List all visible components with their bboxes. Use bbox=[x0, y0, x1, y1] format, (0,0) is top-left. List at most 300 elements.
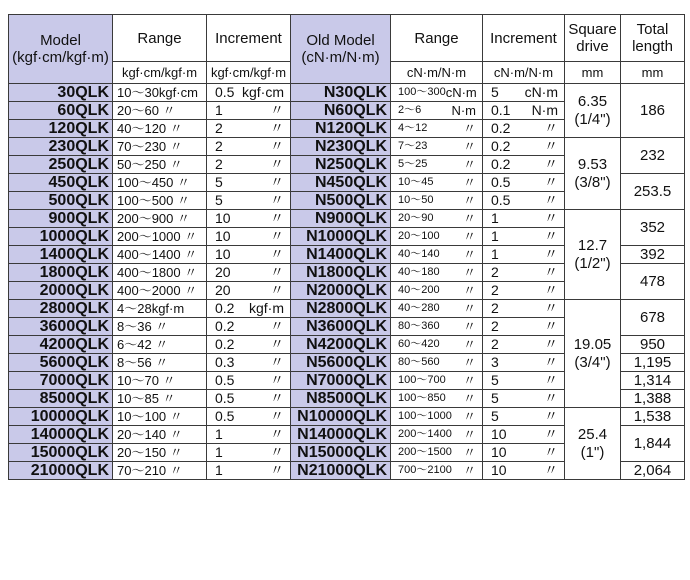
old-increment-cell bbox=[483, 282, 565, 300]
spec-table-body bbox=[9, 84, 685, 480]
square-drive-cell bbox=[565, 408, 621, 480]
old-increment-unit: N·m bbox=[531, 102, 558, 118]
old-increment-cell bbox=[483, 354, 565, 372]
model-cell: 1400QLK bbox=[9, 246, 113, 264]
old-increment-value: 2 bbox=[491, 300, 499, 316]
old-range-cell bbox=[391, 336, 483, 354]
total-length-cell: 186 bbox=[621, 84, 685, 138]
old-model-cell: N8500QLK bbox=[291, 390, 391, 408]
old-increment-unit: 〃 bbox=[544, 408, 558, 424]
table-row bbox=[9, 84, 685, 102]
old-range-cell bbox=[391, 228, 483, 246]
range-cell: 20～150 〃 bbox=[113, 444, 207, 462]
range-cell: 70～230 〃 bbox=[113, 138, 207, 156]
old-range-value: 200～1500 bbox=[398, 446, 452, 458]
increment-cell bbox=[207, 192, 291, 210]
old-range-unit: 〃 bbox=[462, 319, 476, 334]
old-increment-cell bbox=[483, 246, 565, 264]
old-model-cell: N15000QLK bbox=[291, 444, 391, 462]
increment-cell bbox=[207, 282, 291, 300]
old-range-cell bbox=[391, 102, 483, 120]
old-increment-value: 2 bbox=[491, 282, 499, 298]
old-range-unit: 〃 bbox=[462, 355, 476, 370]
old-range-cell bbox=[391, 372, 483, 390]
increment-cell bbox=[207, 300, 291, 318]
range-cell: 8～56 〃 bbox=[113, 354, 207, 372]
old-increment-value: 5 bbox=[491, 372, 499, 388]
old-range-value: 40～140 bbox=[398, 248, 440, 260]
increment-cell bbox=[207, 174, 291, 192]
range-cell: 400～1400 〃 bbox=[113, 246, 207, 264]
increment-value: 5 bbox=[215, 174, 223, 190]
increment-unit: kgf·m bbox=[249, 300, 284, 316]
old-model-cell: N120QLK bbox=[291, 120, 391, 138]
old-range-cell bbox=[391, 264, 483, 282]
square-drive-cell bbox=[565, 210, 621, 300]
spec-table-container bbox=[8, 14, 684, 480]
square-drive-cell bbox=[565, 300, 621, 408]
increment-unit: 〃 bbox=[270, 210, 284, 226]
old-increment-value: 1 bbox=[491, 210, 499, 226]
old-model-cell: N900QLK bbox=[291, 210, 391, 228]
old-range-unit: cN·m bbox=[445, 85, 477, 100]
old-range-cell bbox=[391, 444, 483, 462]
increment-value: 10 bbox=[215, 246, 231, 262]
old-model-cell: N21000QLK bbox=[291, 462, 391, 480]
old-range-unit: 〃 bbox=[462, 463, 476, 478]
old-increment-unit: 〃 bbox=[544, 192, 558, 208]
old-range-value: 20～90 bbox=[398, 212, 434, 224]
increment-cell bbox=[207, 372, 291, 390]
square-drive-value: 19.05 (3/4") bbox=[573, 335, 612, 371]
model-cell: 3600QLK bbox=[9, 318, 113, 336]
increment-value: 1 bbox=[215, 462, 223, 478]
old-model-cell: N4200QLK bbox=[291, 336, 391, 354]
increment-unit: 〃 bbox=[270, 444, 284, 460]
range-cell: 400～1800 〃 bbox=[113, 264, 207, 282]
old-model-cell: N450QLK bbox=[291, 174, 391, 192]
model-cell: 900QLK bbox=[9, 210, 113, 228]
header-old-range-unit: cN·m/N·m bbox=[391, 62, 483, 84]
square-drive-cell bbox=[565, 138, 621, 210]
model-cell: 1800QLK bbox=[9, 264, 113, 282]
increment-value: 0.3 bbox=[215, 354, 235, 370]
old-increment-cell bbox=[483, 156, 565, 174]
old-range-cell bbox=[391, 408, 483, 426]
old-increment-value: 1 bbox=[491, 228, 499, 244]
old-range-cell bbox=[391, 426, 483, 444]
increment-cell bbox=[207, 264, 291, 282]
total-length-cell: 352 bbox=[621, 210, 685, 246]
old-increment-unit: 〃 bbox=[544, 156, 558, 172]
model-cell: 7000QLK bbox=[9, 372, 113, 390]
increment-value: 2 bbox=[215, 156, 223, 172]
increment-value: 0.2 bbox=[215, 300, 235, 316]
range-cell: 40～120 〃 bbox=[113, 120, 207, 138]
old-range-value: 60～420 bbox=[398, 338, 440, 350]
old-increment-unit: 〃 bbox=[544, 282, 558, 298]
old-range-unit: 〃 bbox=[462, 265, 476, 280]
total-length-cell: 392 bbox=[621, 246, 685, 264]
old-increment-unit: 〃 bbox=[544, 462, 558, 478]
old-model-cell: N1400QLK bbox=[291, 246, 391, 264]
old-increment-unit: 〃 bbox=[544, 246, 558, 262]
range-cell: 6～42 〃 bbox=[113, 336, 207, 354]
old-range-unit: 〃 bbox=[462, 139, 476, 154]
old-range-cell bbox=[391, 192, 483, 210]
increment-unit: 〃 bbox=[270, 408, 284, 424]
old-range-value: 5～25 bbox=[398, 158, 428, 170]
increment-unit: 〃 bbox=[270, 372, 284, 388]
old-range-value: 7～23 bbox=[398, 140, 428, 152]
model-cell: 4200QLK bbox=[9, 336, 113, 354]
increment-cell bbox=[207, 138, 291, 156]
increment-unit: 〃 bbox=[270, 462, 284, 478]
old-range-value: 100～300 bbox=[398, 86, 446, 98]
old-range-unit: 〃 bbox=[462, 247, 476, 262]
range-cell: 70～210 〃 bbox=[113, 462, 207, 480]
old-range-cell bbox=[391, 84, 483, 102]
old-increment-unit: 〃 bbox=[544, 390, 558, 406]
old-range-unit: 〃 bbox=[462, 211, 476, 226]
increment-cell bbox=[207, 318, 291, 336]
total-length-cell: 478 bbox=[621, 264, 685, 300]
total-length-cell: 1,314 bbox=[621, 372, 685, 390]
increment-cell bbox=[207, 444, 291, 462]
old-range-cell bbox=[391, 282, 483, 300]
header-old-range: Range bbox=[391, 15, 483, 62]
header-range: Range bbox=[113, 15, 207, 62]
increment-cell bbox=[207, 462, 291, 480]
increment-value: 1 bbox=[215, 444, 223, 460]
increment-unit: 〃 bbox=[270, 102, 284, 118]
old-model-cell: N10000QLK bbox=[291, 408, 391, 426]
header-total-length: Total length bbox=[621, 15, 685, 62]
old-increment-value: 2 bbox=[491, 318, 499, 334]
old-model-cell: N7000QLK bbox=[291, 372, 391, 390]
header-range-unit: kgf·cm/kgf·m bbox=[113, 62, 207, 84]
old-range-unit: 〃 bbox=[462, 373, 476, 388]
total-length-cell: 253.5 bbox=[621, 174, 685, 210]
old-range-cell bbox=[391, 174, 483, 192]
old-increment-cell bbox=[483, 264, 565, 282]
increment-unit: 〃 bbox=[270, 156, 284, 172]
range-cell: 100～450 〃 bbox=[113, 174, 207, 192]
old-range-value: 100～700 bbox=[398, 374, 446, 386]
old-model-cell: N230QLK bbox=[291, 138, 391, 156]
total-length-cell: 232 bbox=[621, 138, 685, 174]
old-increment-cell bbox=[483, 120, 565, 138]
old-increment-value: 0.1 bbox=[491, 102, 511, 118]
model-cell: 2800QLK bbox=[9, 300, 113, 318]
model-cell: 250QLK bbox=[9, 156, 113, 174]
old-increment-cell bbox=[483, 426, 565, 444]
increment-value: 0.5 bbox=[215, 408, 235, 424]
old-increment-cell bbox=[483, 318, 565, 336]
old-range-value: 100～850 bbox=[398, 392, 446, 404]
increment-unit: 〃 bbox=[270, 336, 284, 352]
increment-cell bbox=[207, 120, 291, 138]
old-increment-cell bbox=[483, 444, 565, 462]
old-increment-cell bbox=[483, 462, 565, 480]
old-increment-value: 1 bbox=[491, 246, 499, 262]
model-cell: 2000QLK bbox=[9, 282, 113, 300]
old-increment-value: 2 bbox=[491, 264, 499, 280]
old-range-value: 100～1000 bbox=[398, 410, 452, 422]
header-square-drive: Square drive bbox=[565, 15, 621, 62]
old-range-cell bbox=[391, 318, 483, 336]
old-range-value: 20～100 bbox=[398, 230, 440, 242]
increment-cell bbox=[207, 102, 291, 120]
total-length-cell: 1,538 bbox=[621, 408, 685, 426]
old-range-value: 40～180 bbox=[398, 266, 440, 278]
old-range-unit: 〃 bbox=[462, 157, 476, 172]
range-cell: 10～70 〃 bbox=[113, 372, 207, 390]
torque-wrench-spec-table bbox=[8, 14, 685, 480]
table-row bbox=[9, 408, 685, 426]
increment-value: 1 bbox=[215, 426, 223, 442]
header-old-increment: Increment bbox=[483, 15, 565, 62]
increment-value: 2 bbox=[215, 138, 223, 154]
old-increment-cell bbox=[483, 336, 565, 354]
square-drive-value: 12.7 (1/2") bbox=[574, 236, 611, 272]
old-increment-unit: 〃 bbox=[544, 174, 558, 190]
old-increment-value: 5 bbox=[491, 390, 499, 406]
old-increment-value: 0.2 bbox=[491, 120, 511, 136]
range-cell: 10～85 〃 bbox=[113, 390, 207, 408]
old-range-unit: 〃 bbox=[462, 409, 476, 424]
old-model-cell: N250QLK bbox=[291, 156, 391, 174]
model-cell: 60QLK bbox=[9, 102, 113, 120]
model-cell: 500QLK bbox=[9, 192, 113, 210]
table-row bbox=[9, 210, 685, 228]
increment-value: 20 bbox=[215, 264, 231, 280]
old-increment-cell bbox=[483, 390, 565, 408]
model-cell: 5600QLK bbox=[9, 354, 113, 372]
increment-value: 0.5 bbox=[215, 390, 235, 406]
increment-value: 0.2 bbox=[215, 318, 235, 334]
model-cell: 1000QLK bbox=[9, 228, 113, 246]
old-range-value: 10～50 bbox=[398, 194, 434, 206]
total-length-cell: 678 bbox=[621, 300, 685, 336]
increment-value: 20 bbox=[215, 282, 231, 298]
old-range-unit: 〃 bbox=[462, 283, 476, 298]
increment-unit: 〃 bbox=[270, 120, 284, 136]
old-range-unit: 〃 bbox=[462, 175, 476, 190]
old-range-cell bbox=[391, 354, 483, 372]
range-cell: 100～500 〃 bbox=[113, 192, 207, 210]
old-range-value: 4～12 bbox=[398, 122, 428, 134]
table-row bbox=[9, 300, 685, 318]
old-model-cell: N3600QLK bbox=[291, 318, 391, 336]
old-increment-value: 0.5 bbox=[491, 174, 511, 190]
total-length-cell: 950 bbox=[621, 336, 685, 354]
increment-unit: 〃 bbox=[270, 192, 284, 208]
old-increment-value: 5 bbox=[491, 84, 499, 100]
old-increment-cell bbox=[483, 138, 565, 156]
range-cell: 20～60 〃 bbox=[113, 102, 207, 120]
old-range-value: 10～45 bbox=[398, 176, 434, 188]
old-increment-value: 10 bbox=[491, 462, 507, 478]
increment-value: 0.5 bbox=[215, 84, 235, 100]
increment-unit: 〃 bbox=[270, 174, 284, 190]
increment-cell bbox=[207, 246, 291, 264]
old-range-cell bbox=[391, 210, 483, 228]
old-range-value: 200～1400 bbox=[398, 428, 452, 440]
table-row bbox=[9, 138, 685, 156]
increment-unit: kgf·cm bbox=[242, 84, 284, 100]
model-cell: 15000QLK bbox=[9, 444, 113, 462]
square-drive-cell bbox=[565, 84, 621, 138]
old-increment-value: 10 bbox=[491, 426, 507, 442]
old-increment-unit: 〃 bbox=[544, 210, 558, 226]
old-increment-cell bbox=[483, 102, 565, 120]
old-increment-unit: 〃 bbox=[544, 120, 558, 136]
old-increment-cell bbox=[483, 300, 565, 318]
increment-value: 2 bbox=[215, 120, 223, 136]
square-drive-value: 9.53 (3/8") bbox=[574, 155, 611, 191]
old-increment-unit: 〃 bbox=[544, 372, 558, 388]
increment-cell bbox=[207, 426, 291, 444]
old-increment-unit: 〃 bbox=[544, 354, 558, 370]
old-model-cell: N14000QLK bbox=[291, 426, 391, 444]
range-cell: 200～1000 〃 bbox=[113, 228, 207, 246]
square-drive-value: 6.35 (1/4") bbox=[574, 92, 611, 128]
increment-unit: 〃 bbox=[270, 282, 284, 298]
header-old-increment-unit: cN·m/N·m bbox=[483, 62, 565, 84]
total-length-cell: 1,844 bbox=[621, 426, 685, 462]
old-range-value: 80～560 bbox=[398, 356, 440, 368]
header-increment-unit: kgf·cm/kgf·m bbox=[207, 62, 291, 84]
old-increment-value: 10 bbox=[491, 444, 507, 460]
square-drive-value: 25.4 (1") bbox=[577, 425, 608, 461]
model-cell: 450QLK bbox=[9, 174, 113, 192]
increment-cell bbox=[207, 210, 291, 228]
increment-value: 10 bbox=[215, 210, 231, 226]
increment-cell bbox=[207, 228, 291, 246]
total-length-cell: 2,064 bbox=[621, 462, 685, 480]
increment-value: 10 bbox=[215, 228, 231, 244]
header-model: Model (kgf·cm/kgf·m) bbox=[9, 15, 113, 84]
old-increment-cell bbox=[483, 372, 565, 390]
old-model-cell: N500QLK bbox=[291, 192, 391, 210]
range-cell: 400～2000 〃 bbox=[113, 282, 207, 300]
old-increment-value: 2 bbox=[491, 336, 499, 352]
model-cell: 230QLK bbox=[9, 138, 113, 156]
header-increment: Increment bbox=[207, 15, 291, 62]
range-cell: 10～100 〃 bbox=[113, 408, 207, 426]
increment-unit: 〃 bbox=[270, 264, 284, 280]
increment-cell bbox=[207, 156, 291, 174]
old-range-unit: 〃 bbox=[462, 193, 476, 208]
old-model-cell: N5600QLK bbox=[291, 354, 391, 372]
old-model-cell: N1000QLK bbox=[291, 228, 391, 246]
old-range-unit: 〃 bbox=[462, 301, 476, 316]
increment-unit: 〃 bbox=[270, 246, 284, 262]
header-square-unit: mm bbox=[565, 62, 621, 84]
old-increment-cell bbox=[483, 228, 565, 246]
increment-unit: 〃 bbox=[270, 426, 284, 442]
old-increment-value: 5 bbox=[491, 408, 499, 424]
old-range-cell bbox=[391, 246, 483, 264]
model-cell: 21000QLK bbox=[9, 462, 113, 480]
old-model-cell: N30QLK bbox=[291, 84, 391, 102]
model-cell: 120QLK bbox=[9, 120, 113, 138]
increment-value: 1 bbox=[215, 102, 223, 118]
increment-value: 5 bbox=[215, 192, 223, 208]
old-model-cell: N2800QLK bbox=[291, 300, 391, 318]
old-increment-unit: 〃 bbox=[544, 426, 558, 442]
increment-unit: 〃 bbox=[270, 228, 284, 244]
increment-cell bbox=[207, 336, 291, 354]
old-model-cell: N2000QLK bbox=[291, 282, 391, 300]
increment-cell bbox=[207, 354, 291, 372]
old-increment-unit: 〃 bbox=[544, 318, 558, 334]
total-length-cell: 1,388 bbox=[621, 390, 685, 408]
increment-unit: 〃 bbox=[270, 138, 284, 154]
old-increment-value: 0.5 bbox=[491, 192, 511, 208]
old-range-unit: 〃 bbox=[462, 337, 476, 352]
old-range-cell bbox=[391, 138, 483, 156]
old-range-cell bbox=[391, 156, 483, 174]
range-cell: 50～250 〃 bbox=[113, 156, 207, 174]
range-cell: 200～900 〃 bbox=[113, 210, 207, 228]
increment-value: 0.5 bbox=[215, 372, 235, 388]
old-range-unit: 〃 bbox=[462, 391, 476, 406]
total-length-cell: 1,195 bbox=[621, 354, 685, 372]
old-increment-unit: 〃 bbox=[544, 444, 558, 460]
old-increment-value: 3 bbox=[491, 354, 499, 370]
old-range-value: 40～200 bbox=[398, 284, 440, 296]
old-increment-cell bbox=[483, 84, 565, 102]
old-increment-cell bbox=[483, 192, 565, 210]
old-model-cell: N60QLK bbox=[291, 102, 391, 120]
increment-unit: 〃 bbox=[270, 354, 284, 370]
header-length-unit: mm bbox=[621, 62, 685, 84]
old-range-cell bbox=[391, 462, 483, 480]
old-range-unit: 〃 bbox=[462, 121, 476, 136]
old-range-cell bbox=[391, 300, 483, 318]
old-increment-cell bbox=[483, 210, 565, 228]
model-cell: 8500QLK bbox=[9, 390, 113, 408]
model-cell: 14000QLK bbox=[9, 426, 113, 444]
old-increment-cell bbox=[483, 174, 565, 192]
old-increment-unit: 〃 bbox=[544, 300, 558, 316]
old-increment-unit: cN·m bbox=[524, 84, 558, 100]
range-cell: 20～140 〃 bbox=[113, 426, 207, 444]
increment-cell bbox=[207, 390, 291, 408]
range-cell: 8～36 〃 bbox=[113, 318, 207, 336]
old-increment-cell bbox=[483, 408, 565, 426]
old-increment-unit: 〃 bbox=[544, 228, 558, 244]
increment-cell bbox=[207, 84, 291, 102]
old-increment-unit: 〃 bbox=[544, 138, 558, 154]
old-range-value: 80～360 bbox=[398, 320, 440, 332]
old-increment-value: 0.2 bbox=[491, 138, 511, 154]
old-increment-unit: 〃 bbox=[544, 336, 558, 352]
old-range-value: 700～2100 bbox=[398, 464, 452, 476]
old-range-unit: 〃 bbox=[462, 427, 476, 442]
model-cell: 10000QLK bbox=[9, 408, 113, 426]
increment-cell bbox=[207, 408, 291, 426]
old-increment-unit: 〃 bbox=[544, 264, 558, 280]
old-increment-value: 0.2 bbox=[491, 156, 511, 172]
header-old-model: Old Model (cN·m/N·m) bbox=[291, 15, 391, 84]
increment-value: 0.2 bbox=[215, 336, 235, 352]
old-range-cell bbox=[391, 390, 483, 408]
model-cell: 30QLK bbox=[9, 84, 113, 102]
old-range-value: 2～6 bbox=[398, 104, 422, 116]
